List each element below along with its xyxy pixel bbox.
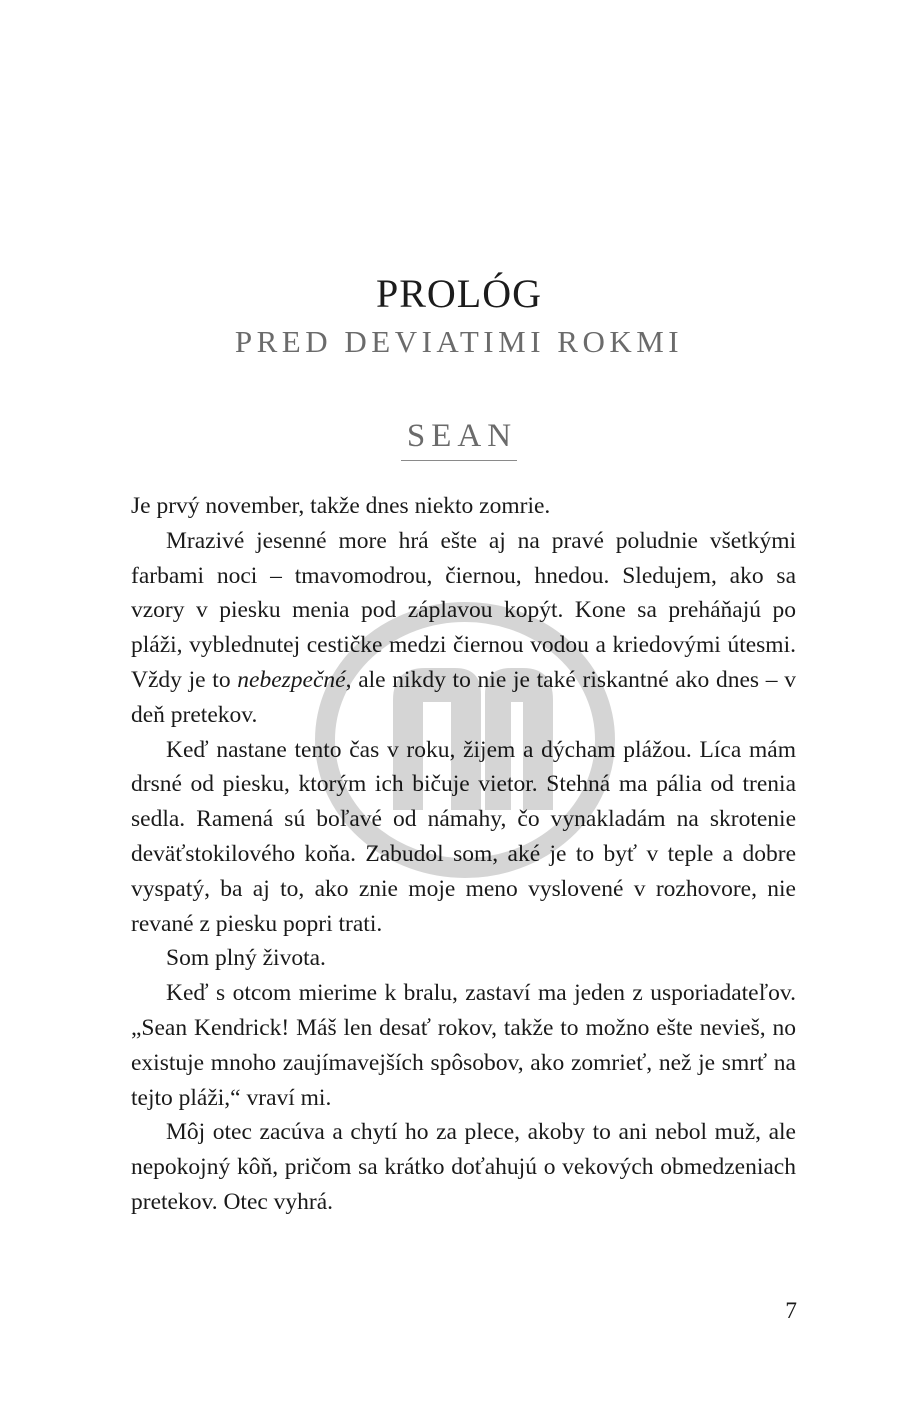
paragraph-5: Keď s otcom mierime k bralu, zastaví ma jeden z usporiadateľov. „Sean Kendrick! Máš len desať rokov, takže to možno ešte nevieš, no existuje mnoho zaujímavejších spôsobov, ako zomrieť, než je smrť na tejto pláži,“ vraví mi. [131, 980, 796, 1111]
chapter-subtitle: PRED DEVIATIMI ROKMI [234, 324, 684, 359]
paragraph-2 [131, 524, 796, 733]
character-name: SEAN [401, 418, 517, 461]
paragraph-6: Môj otec zacúva a chytí ho za plece, akoby to ani nebol muž, ale nepokojný kôň, pričom sa krátko doťahujú o vekových obmedzeniach pretekov. Otec vyhrá. [131, 1119, 796, 1215]
paragraph-2-text-before: Mrazivé jesenné more hrá ešte aj na pravé poludnie všetkými farbami noci – tmavomodrou, čiernou, hnedou. Sledujem, ako sa vzory v piesku menia pod záplavou kopýt. Kone sa preháňajú po pláži, vyblednutej cestičke medzi čiernou vodou a kriedovými útesmi. Vždy je to [131, 527, 796, 693]
chapter-title: PROLÓG [375, 271, 543, 316]
paragraph-2-emphasis: nebezpečné [237, 666, 346, 693]
paragraph-2-text-after: , ale nikdy to nie je také riskantné ako dnes – v deň pretekov. [131, 666, 797, 728]
body-text [131, 489, 796, 1220]
paragraph-3: Keď nastane tento čas v roku, žijem a dýcham plážou. Líca mám drsné od piesku, ktorým ich bičuje vietor. Stehná ma pália od trenia sedla. Ramená sú boľavé od námahy, čo vynakladám na skrotenie deväťstokilového koňa. Zabudol som, aké je to byť v teple a dobre vyspatý, ba aj to, ako znie moje meno vyslovené v rozhovore, nie revané z piesku popri trati. [131, 736, 796, 937]
page-number: 7 [785, 1298, 797, 1324]
character-heading [0, 418, 918, 461]
paragraph-1: Je prvý november, takže dnes niekto zomrie. [131, 493, 551, 519]
paragraph-4: Som plný života. [166, 945, 326, 972]
